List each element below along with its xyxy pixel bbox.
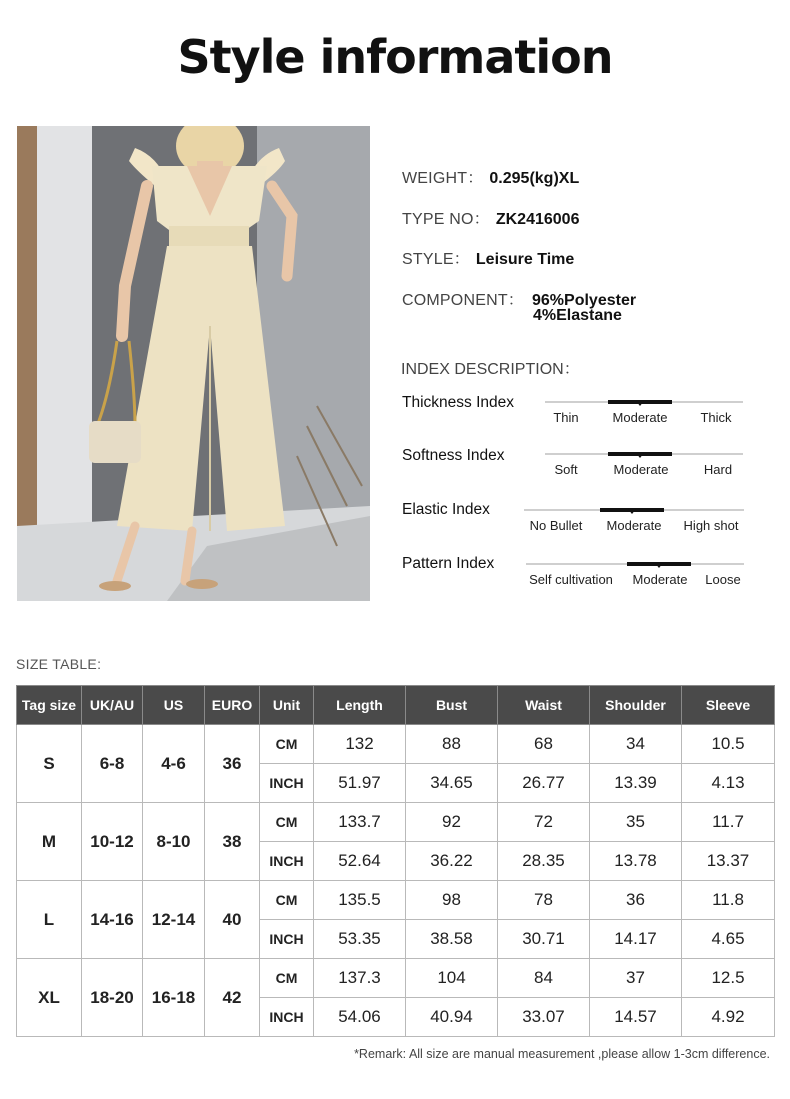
pattern-option-self-cultivation: Self cultivation [529,572,613,587]
shoulder-cell: 34 [590,725,682,764]
bust-cell: 38.58 [406,920,498,959]
sleeve-cell: 11.8 [682,881,775,920]
unit-cell: CM [260,803,314,842]
unit-cell: CM [260,959,314,998]
length-cell: 53.35 [314,920,406,959]
elastic-option-moderate: Moderate [606,518,662,533]
thickness-option-thick: Thick [700,410,732,425]
length-cell: 135.5 [314,881,406,920]
sleeve-cell: 12.5 [682,959,775,998]
size-table-label: SIZE TABLE: [16,656,102,672]
length-cell: 52.64 [314,842,406,881]
weight-label: WEIGHT： [402,170,484,187]
bust-cell: 36.22 [406,842,498,881]
us-cell: 8-10 [143,803,205,881]
style-value: Leisure Time [475,251,575,268]
waist-cell: 84 [498,959,590,998]
size-table-header [17,686,775,725]
thickness-option-thin: Thin [553,410,579,425]
weight-row [402,165,579,188]
product-photo [17,126,370,601]
length-cell: 137.3 [314,959,406,998]
header-sleeve: Sleeve [682,686,775,725]
elastic-index-label: Elastic Index [402,501,490,518]
euro-cell: 36 [205,725,260,803]
length-cell: 54.06 [314,998,406,1037]
header-length: Length [314,686,406,725]
header-euro: EURO [205,686,260,725]
table-row [17,881,775,920]
euro-cell: 38 [205,803,260,881]
header-uk-au: UK/AU [82,686,143,725]
softness-index-scale [545,453,743,477]
shoulder-cell: 35 [590,803,682,842]
sleeve-cell: 10.5 [682,725,775,764]
tag-size-cell: XL [17,959,82,1037]
thickness-index-label: Thickness Index [402,394,514,411]
header-shoulder: Shoulder [590,686,682,725]
table-row [17,803,775,842]
thickness-index-scale [545,401,743,425]
bust-cell: 88 [406,725,498,764]
header-waist: Waist [498,686,590,725]
header-tag-size: Tag size [17,686,82,725]
header-us: US [143,686,205,725]
us-cell: 16-18 [143,959,205,1037]
elastic-index-scale [524,509,744,533]
type-label: TYPE NO： [402,211,490,228]
shoulder-cell: 14.57 [590,998,682,1037]
waist-cell: 30.71 [498,920,590,959]
component-value-1: 96%Polyester [532,292,637,309]
tag-size-cell: M [17,803,82,881]
euro-cell: 40 [205,881,260,959]
uk-au-cell: 14-16 [82,881,143,959]
unit-cell: INCH [260,998,314,1037]
bust-cell: 104 [406,959,498,998]
softness-option-moderate: Moderate [613,462,669,477]
table-row [17,725,775,764]
uk-au-cell: 10-12 [82,803,143,881]
length-cell: 132 [314,725,406,764]
sleeve-cell: 13.37 [682,842,775,881]
pattern-option-loose: Loose [705,572,741,587]
sleeve-cell: 4.13 [682,764,775,803]
waist-cell: 78 [498,881,590,920]
table-row [17,959,775,998]
page-title: Style information [177,30,613,84]
unit-cell: INCH [260,764,314,803]
sleeve-cell: 4.92 [682,998,775,1037]
unit-cell: CM [260,881,314,920]
shoulder-cell: 13.78 [590,842,682,881]
softness-option-hard: Hard [703,462,733,477]
waist-cell: 33.07 [498,998,590,1037]
type-row [402,206,579,229]
us-cell: 4-6 [143,725,205,803]
elastic-option-no-bullet: No Bullet [529,518,583,533]
uk-au-cell: 18-20 [82,959,143,1037]
euro-cell: 42 [205,959,260,1037]
shoulder-cell: 36 [590,881,682,920]
bust-cell: 34.65 [406,764,498,803]
weight-value: 0.295(kg)XL [489,170,580,187]
unit-cell: INCH [260,920,314,959]
shoulder-cell: 13.39 [590,764,682,803]
shoulder-cell: 37 [590,959,682,998]
waist-cell: 68 [498,725,590,764]
pattern-option-moderate: Moderate [632,572,688,587]
style-row [402,246,574,269]
waist-cell: 28.35 [498,842,590,881]
remark-note: *Remark: All size are manual measurement ,please allow 1-3cm difference. [354,1047,770,1061]
softness-index-label: Softness Index [402,447,505,464]
component-value-2: 4%Elastane [533,307,622,324]
unit-cell: CM [260,725,314,764]
header-bust: Bust [406,686,498,725]
thickness-option-moderate: Moderate [612,410,668,425]
elastic-option-high-shot: High shot [683,518,739,533]
index-heading: INDEX DESCRIPTION： [401,361,580,378]
size-table [16,685,775,1037]
uk-au-cell: 6-8 [82,725,143,803]
length-cell: 51.97 [314,764,406,803]
pattern-index-scale [526,563,744,587]
us-cell: 12-14 [143,881,205,959]
sleeve-cell: 11.7 [682,803,775,842]
tag-size-cell: L [17,881,82,959]
length-cell: 133.7 [314,803,406,842]
softness-option-soft: Soft [554,462,578,477]
bust-cell: 98 [406,881,498,920]
unit-cell: INCH [260,842,314,881]
pattern-index-label: Pattern Index [402,555,495,572]
shoulder-cell: 14.17 [590,920,682,959]
component-label: COMPONENT： [402,292,524,309]
waist-cell: 72 [498,803,590,842]
tag-size-cell: S [17,725,82,803]
bust-cell: 92 [406,803,498,842]
style-label: STYLE： [402,251,470,268]
sleeve-cell: 4.65 [682,920,775,959]
type-value: ZK2416006 [495,211,580,228]
header-unit: Unit [260,686,314,725]
bust-cell: 40.94 [406,998,498,1037]
waist-cell: 26.77 [498,764,590,803]
